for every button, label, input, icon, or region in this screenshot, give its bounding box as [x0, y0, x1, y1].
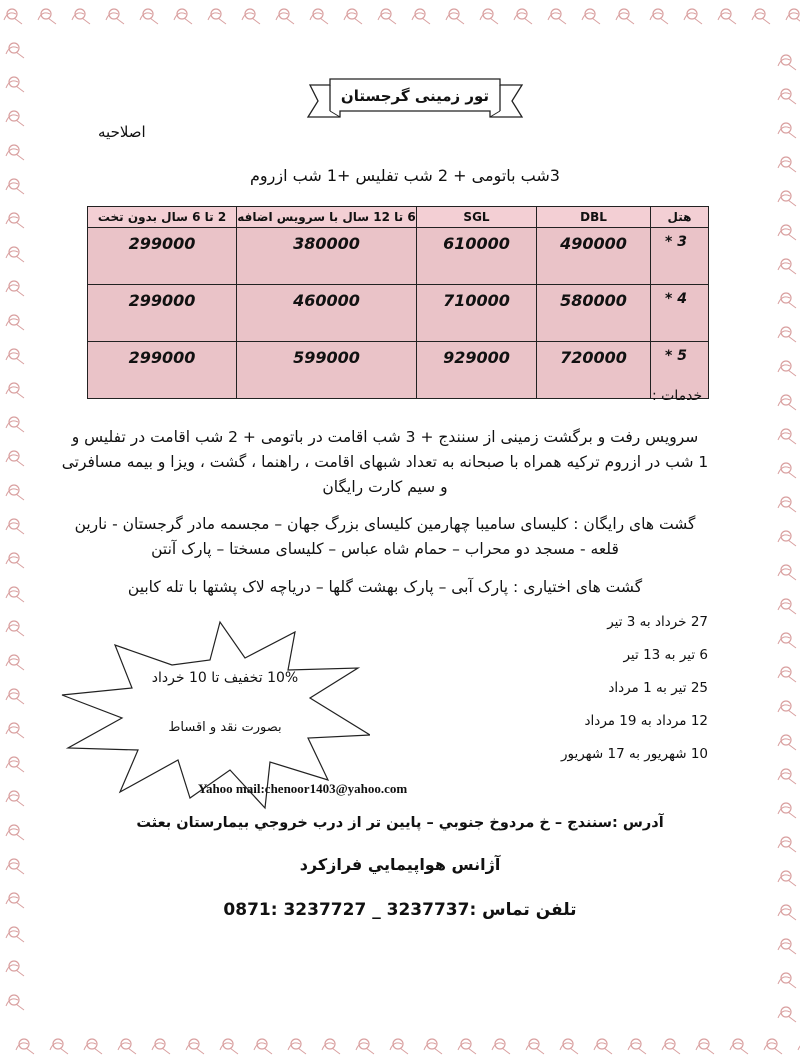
- rose-ornament: [6, 655, 24, 670]
- rose-ornament: [356, 1039, 374, 1054]
- cell-sgl: 710000: [417, 285, 537, 342]
- rose-ornament: [684, 9, 702, 24]
- rose-ornament: [594, 1039, 612, 1054]
- rose-ornament: [6, 893, 24, 908]
- email-contact: Yahoo mail:chenoor1403@yahoo.com: [198, 781, 408, 796]
- rose-ornament: [616, 9, 634, 24]
- rose-ornament: [6, 757, 24, 772]
- rose-ornament: [378, 9, 396, 24]
- rose-ornament: [6, 995, 24, 1010]
- rose-ornament: [778, 429, 796, 444]
- list-item: 6 تیر به 13 تیر: [623, 647, 708, 663]
- table-row: [88, 342, 709, 399]
- rose-ornament: [778, 225, 796, 240]
- free-tours-line: قلعه - مسجد دو محراب – حمام شاه عباس – کلیسای مسختا – پارک آنتن: [151, 540, 619, 558]
- rose-ornament: [446, 9, 464, 24]
- services-label: خدمات :: [652, 388, 703, 404]
- rose-ornament: [276, 9, 294, 24]
- free-tours-text: [60, 512, 710, 562]
- optional-tours-text: گشت های اختیاری : پارک آبی – پارک بهشت گلها – دریاچه لاک پشتها با تله کابین: [127, 578, 643, 596]
- rose-ornament: [582, 9, 600, 24]
- rose-ornament: [6, 111, 24, 126]
- rose-ornament: [254, 1039, 272, 1054]
- rose-ornament: [174, 9, 192, 24]
- rose-ornament: [526, 1039, 544, 1054]
- rose-ornament: [6, 621, 24, 636]
- phone-contact: تلفن تماس :3237737 _ 3237727 :0871: [223, 900, 577, 920]
- list-item: 12 مرداد به 19 مرداد: [584, 713, 708, 729]
- cell-child-bed: 599000: [237, 342, 417, 399]
- rose-ornament: [778, 293, 796, 308]
- rose-ornament: [778, 599, 796, 614]
- services-line: سرویس رفت و برگشت زمینی از سنندج + 3 شب اقامت در باتومی + 2 شب اقامت در تفلیس و: [71, 428, 699, 446]
- rose-ornament: [778, 735, 796, 750]
- services-line: و سیم کارت رایگان: [322, 478, 448, 496]
- rose-ornament: [390, 1039, 408, 1054]
- rose-ornament: [778, 89, 796, 104]
- agency-name: آژانس هواپيمايي فرازكرد: [299, 855, 501, 874]
- rose-ornament: [242, 9, 260, 24]
- correction-label: اصلاحیه: [98, 123, 146, 141]
- rose-ornament: [6, 383, 24, 398]
- rose-ornament: [6, 349, 24, 364]
- rose-ornament: [6, 179, 24, 194]
- rose-ornament: [6, 145, 24, 160]
- rose-ornament: [778, 769, 796, 784]
- page-title: تور زمینی گرجستان: [340, 87, 490, 105]
- rose-ornament: [778, 157, 796, 172]
- rose-ornament: [140, 9, 158, 24]
- rose-ornament: [6, 961, 24, 976]
- free-tours-line: گشت های رایگان : کلیسای سامیبا چهارمین کلیسای بزرگ جهان – مجسمه مادر گرجستان - نارین: [74, 515, 696, 533]
- cell-child-nobed: 299000: [88, 285, 237, 342]
- rose-ornament: [628, 1039, 646, 1054]
- rose-ornament: [778, 633, 796, 648]
- rose-ornament: [778, 497, 796, 512]
- cell-dbl: 490000: [537, 228, 651, 285]
- rose-ornament: [492, 1039, 510, 1054]
- rose-ornament: [778, 565, 796, 580]
- rose-ornament: [778, 191, 796, 206]
- cell-sgl: 929000: [417, 342, 537, 399]
- rose-ornament: [778, 667, 796, 682]
- rose-ornament: [424, 1039, 442, 1054]
- rose-ornament: [764, 1039, 782, 1054]
- rose-ornament: [220, 1039, 238, 1054]
- list-item: 25 تیر به 1 مرداد: [608, 680, 708, 696]
- rose-ornament: [208, 9, 226, 24]
- cell-dbl: 580000: [537, 285, 651, 342]
- rose-ornament: [458, 1039, 476, 1054]
- services-text: [60, 425, 710, 500]
- col-header-child-nobed: 2 تا 6 سال بدون تخت: [88, 207, 237, 228]
- rose-ornament: [6, 485, 24, 500]
- services-line: 1 شب در ازروم ترکیه همراه با صبحانه به تعداد شبهای اقامت ، راهنما ، گشت ، ویزا و بیمه مسافرتی: [61, 453, 709, 471]
- rose-ornament: [84, 1039, 102, 1054]
- rose-ornament: [778, 361, 796, 376]
- list-item: 10 شهریور به 17 شهریور: [560, 746, 708, 762]
- rose-ornament: [6, 451, 24, 466]
- rose-ornament: [6, 689, 24, 704]
- rose-ornament: [778, 905, 796, 920]
- rose-ornament: [514, 9, 532, 24]
- discount-text: 10% تخفیف تا 10 خرداد: [151, 670, 299, 686]
- rose-ornament: [778, 701, 796, 716]
- rose-ornament: [412, 9, 430, 24]
- table-row: [88, 285, 709, 342]
- rose-ornament: [288, 1039, 306, 1054]
- rose-ornament: [6, 927, 24, 942]
- rose-ornament: [6, 43, 24, 58]
- col-header-sgl: SGL: [417, 207, 537, 228]
- rose-ornament: [72, 9, 90, 24]
- rose-ornament: [16, 1039, 34, 1054]
- list-item: 27 خرداد به 3 تیر: [607, 614, 708, 630]
- rose-ornament: [778, 531, 796, 546]
- cell-hotel: 4 *: [651, 285, 709, 342]
- rose-ornament: [480, 9, 498, 24]
- cell-sgl: 610000: [417, 228, 537, 285]
- payment-text: بصورت نقد و اقساط: [168, 720, 282, 735]
- cell-dbl: 720000: [537, 342, 651, 399]
- rose-ornament: [6, 723, 24, 738]
- rose-ornament: [6, 859, 24, 874]
- rose-ornament: [310, 9, 328, 24]
- rose-ornament: [38, 9, 56, 24]
- col-header-child-bed: 6 تا 12 سال با سرویس اضافه: [237, 207, 417, 228]
- cell-child-bed: 460000: [237, 285, 417, 342]
- rose-ornament: [6, 315, 24, 330]
- rose-ornament: [718, 9, 736, 24]
- rose-ornament: [344, 9, 362, 24]
- rose-ornament: [778, 55, 796, 70]
- rose-ornament: [778, 259, 796, 274]
- rose-ornament: [786, 9, 800, 24]
- rose-ornament: [50, 1039, 68, 1054]
- rose-ornament: [6, 587, 24, 602]
- rose-ornament: [778, 939, 796, 954]
- rose-ornament: [152, 1039, 170, 1054]
- rose-ornament: [6, 77, 24, 92]
- rose-ornament: [4, 9, 22, 24]
- rose-ornament: [778, 327, 796, 342]
- rose-ornament: [6, 553, 24, 568]
- rose-ornament: [778, 395, 796, 410]
- cell-child-nobed: 299000: [88, 342, 237, 399]
- cell-hotel: 5 *: [651, 342, 709, 399]
- rose-ornament: [560, 1039, 578, 1054]
- rose-ornament: [778, 123, 796, 138]
- rose-ornament: [778, 871, 796, 886]
- rose-ornament: [6, 247, 24, 262]
- rose-ornament: [548, 9, 566, 24]
- col-header-dbl: DBL: [537, 207, 651, 228]
- table-header-row: [88, 207, 709, 228]
- cell-child-nobed: 299000: [88, 228, 237, 285]
- table-row: [88, 228, 709, 285]
- package-summary: 3شب باتومی + 2 شب تفلیس +1 شب ازروم: [250, 166, 560, 185]
- title-banner: [300, 75, 530, 125]
- rose-ornament: [118, 1039, 136, 1054]
- rose-ornament: [106, 9, 124, 24]
- rose-ornament: [778, 837, 796, 852]
- rose-ornament: [752, 9, 770, 24]
- rose-ornament: [6, 281, 24, 296]
- rose-ornament: [662, 1039, 680, 1054]
- address-text: آدرس :سنندج – خ مردوخ جنوبي – پايين تر از درب خروجي بيمارستان بعثت: [136, 815, 664, 831]
- rose-ornament: [6, 791, 24, 806]
- rose-ornament: [696, 1039, 714, 1054]
- rose-ornament: [6, 825, 24, 840]
- rose-ornament: [6, 417, 24, 432]
- rose-ornament: [6, 213, 24, 228]
- rose-ornament: [778, 1007, 796, 1022]
- col-header-hotel: هتل: [651, 207, 709, 228]
- rose-ornament: [186, 1039, 204, 1054]
- rose-ornament: [730, 1039, 748, 1054]
- rose-ornament: [778, 463, 796, 478]
- rose-ornament: [322, 1039, 340, 1054]
- cell-child-bed: 380000: [237, 228, 417, 285]
- rose-ornament: [778, 973, 796, 988]
- rose-ornament: [778, 803, 796, 818]
- departure-dates: [560, 614, 708, 779]
- rose-ornament: [6, 519, 24, 534]
- cell-hotel: 3 *: [651, 228, 709, 285]
- rose-ornament: [650, 9, 668, 24]
- price-table: [87, 206, 709, 399]
